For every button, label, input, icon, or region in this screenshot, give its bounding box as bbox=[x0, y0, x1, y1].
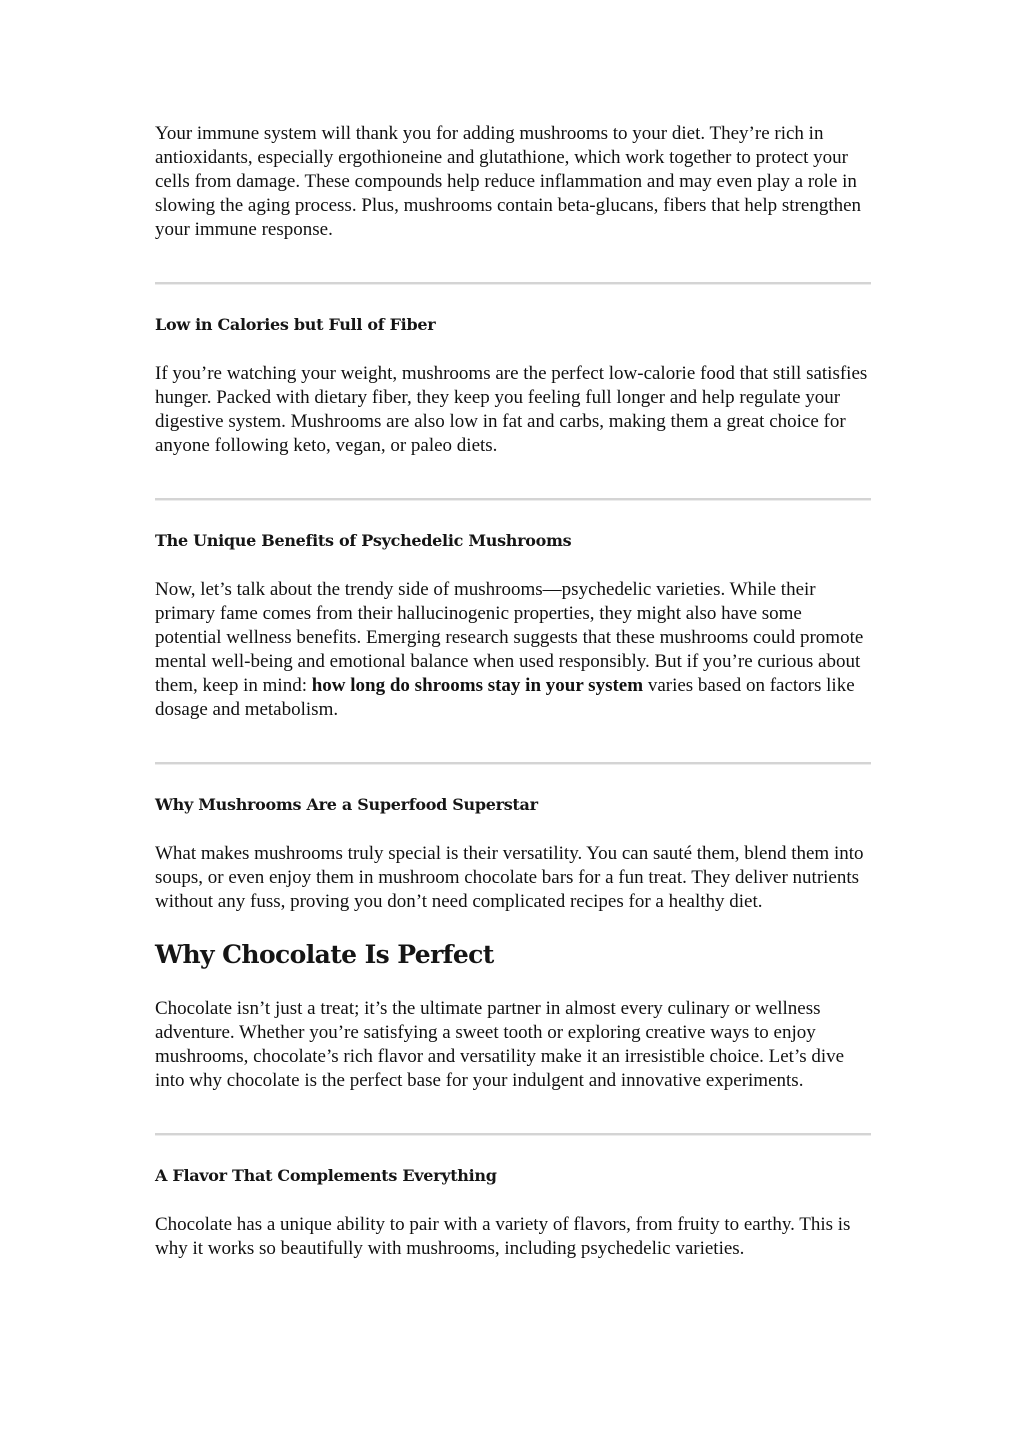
calories-heading: Low in Calories but Full of Fiber bbox=[155, 315, 436, 334]
superfood-paragraph: What makes mushrooms truly special is their versatility. You can sauté them, blend them into soups, or even enjoy them in mushroom chocolate bars for a fun treat. They deliver nutrients without any fuss, proving you don’t need complicated recipes for a healthy diet. bbox=[155, 843, 864, 912]
chocolate-heading: Why Chocolate Is Perfect bbox=[155, 940, 494, 969]
section-divider bbox=[155, 498, 871, 501]
flavor-heading: A Flavor That Complements Everything bbox=[155, 1166, 497, 1185]
flavor-paragraph: Chocolate has a unique ability to pair with a variety of flavors, from fruity to earthy. This is why it works so beautifully with mushrooms, including psychedelic varieties. bbox=[155, 1214, 851, 1259]
superfood-heading: Why Mushrooms Are a Superfood Superstar bbox=[155, 795, 538, 814]
document-page bbox=[155, 122, 871, 1261]
psychedelic-paragraph-bold: how long do shrooms stay in your system bbox=[311, 675, 644, 696]
section-divider bbox=[155, 282, 871, 285]
section-divider bbox=[155, 1133, 871, 1136]
psychedelic-paragraph-text: Now, let’s talk about the trendy side of mushrooms—psychedelic varieties. While their primary fame comes from their hallucinogenic properties, they might also have some potential wellness benefits. Emerging research suggests that these mushrooms could promote mental well-being and emotional balance when used responsibly. But if you’re curious about them, keep in mind: bbox=[155, 579, 864, 696]
section-divider bbox=[155, 762, 871, 765]
psychedelic-paragraph bbox=[155, 578, 871, 722]
immune-paragraph: Your immune system will thank you for adding mushrooms to your diet. They’re rich in antioxidants, especially ergothioneine and glutathione, which work together to protect your cells from damage. These compounds help reduce inflammation and may even play a role in slowing the aging process. Plus, mushrooms contain beta-glucans, fibers that help strengthen your immune response. bbox=[155, 123, 862, 240]
psychedelic-paragraph-text-end: varies based on factors like dosage and metabolism. bbox=[155, 675, 855, 720]
chocolate-paragraph: Chocolate isn’t just a treat; it’s the ultimate partner in almost every culinary or wellness adventure. Whether you’re satisfying a sweet tooth or exploring creative ways to enjoy mushrooms, chocolate’s rich flavor and versatility make it an irresistible choice. Let’s dive into why chocolate is the perfect base for your indulgent and innovative experiments. bbox=[155, 998, 845, 1091]
psychedelic-heading: The Unique Benefits of Psychedelic Mushrooms bbox=[155, 531, 572, 550]
calories-paragraph: If you’re watching your weight, mushrooms are the perfect low-calorie food that still satisfies hunger. Packed with dietary fiber, they keep you feeling full longer and help regulate your digestive system. Mushrooms are also low in fat and carbs, making them a great choice for anyone following keto, vegan, or paleo diets. bbox=[155, 363, 868, 456]
